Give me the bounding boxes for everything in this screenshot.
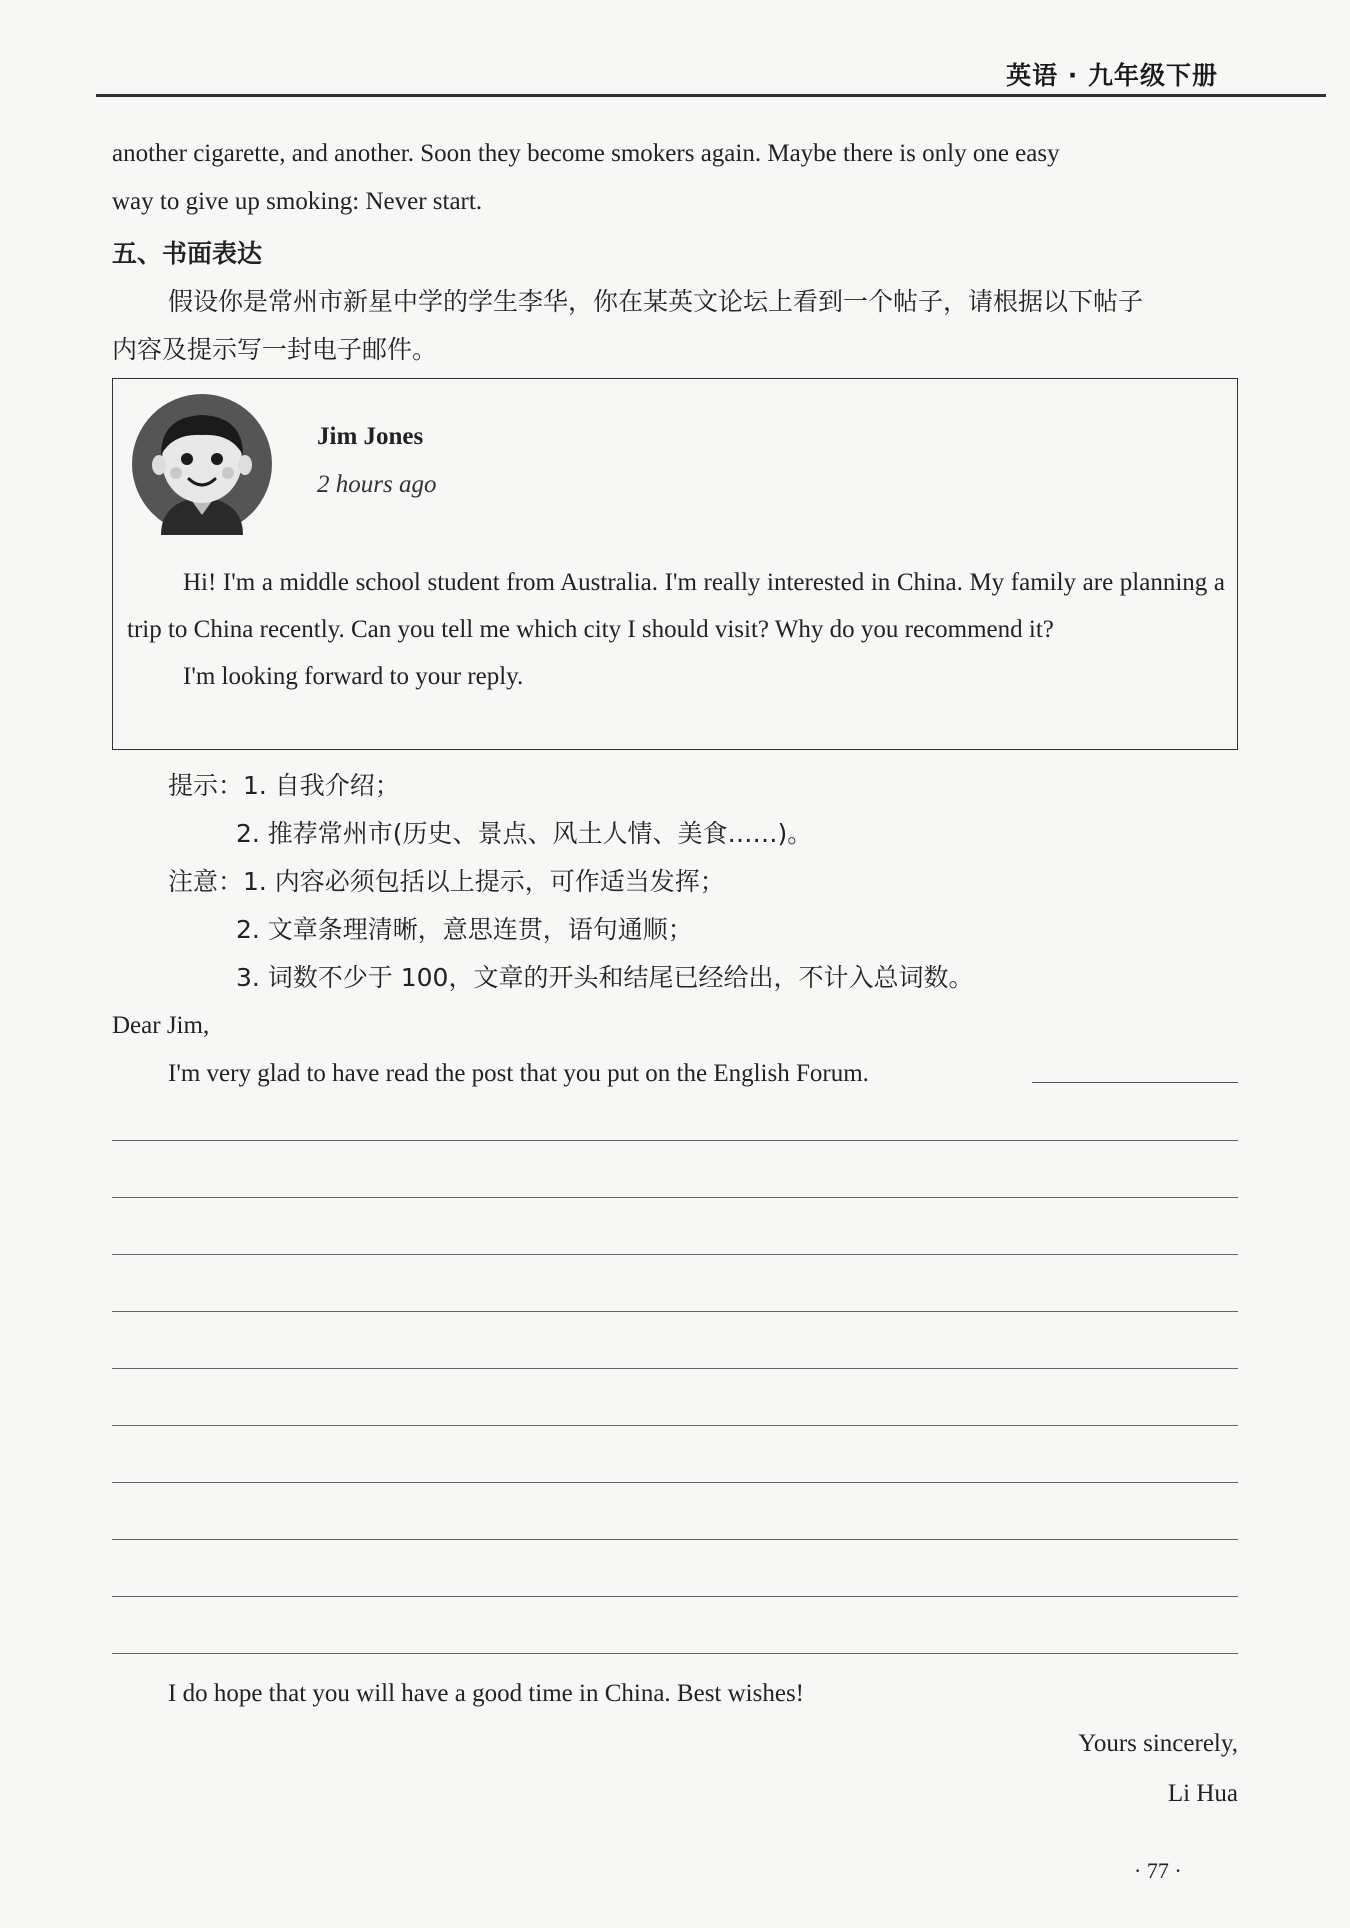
answer-line[interactable]	[112, 1368, 1238, 1369]
task-line-1: 假设你是常州市新星中学的学生李华，你在某英文论坛上看到一个帖子，请根据以下帖子	[168, 287, 1144, 316]
answer-line[interactable]	[112, 1254, 1238, 1255]
forum-post	[112, 378, 1238, 750]
letter-signature: Li Hua	[1167, 1780, 1238, 1807]
post-closing: I'm looking forward to your reply.	[183, 663, 524, 690]
letter-ending: I do hope that you will have a good time in China. Best wishes!	[168, 1680, 805, 1707]
answer-line[interactable]	[112, 1539, 1238, 1540]
header-rule	[96, 94, 1326, 97]
answer-line[interactable]	[1032, 1082, 1238, 1083]
avatar-icon	[131, 393, 273, 535]
answer-line[interactable]	[112, 1425, 1238, 1426]
header-title: 英语 · 九年级下册	[1006, 61, 1218, 90]
note-line-2: 2. 文章条理清晰，意思连贯，语句通顺；	[236, 915, 693, 944]
answer-line[interactable]	[112, 1596, 1238, 1597]
post-time: 2 hours ago	[317, 471, 437, 498]
task-line-2: 内容及提示写一封电子邮件。	[112, 335, 438, 364]
intro-line-1: another cigarette, and another. Soon they become smokers again. Maybe there is only one easy	[112, 140, 1060, 167]
note-line-1: 注意：1. 内容必须包括以上提示，可作适当发挥；	[168, 867, 725, 896]
letter-greeting: Dear Jim,	[112, 1012, 210, 1039]
answer-line[interactable]	[112, 1197, 1238, 1198]
answer-line[interactable]	[112, 1482, 1238, 1483]
answer-line[interactable]	[112, 1653, 1238, 1654]
post-author: Jim Jones	[317, 423, 424, 450]
hint-line-1: 提示：1. 自我介绍；	[168, 771, 400, 800]
page-number: · 77 ·	[1134, 1858, 1182, 1883]
hint-line-2: 2. 推荐常州市(历史、景点、风土人情、美食……)。	[236, 819, 813, 848]
letter-signoff: Yours sincerely,	[1078, 1730, 1238, 1757]
intro-line-2: way to give up smoking: Never start.	[112, 188, 483, 215]
post-message: Hi! I'm a middle school student from Australia. I'm really interested in China. My family are planning a trip to China recently. Can you tell me which city I should visit? Why do you recommend it?	[127, 569, 1225, 643]
answer-line[interactable]	[112, 1311, 1238, 1312]
letter-opening: I'm very glad to have read the post that you put on the English Forum.	[168, 1060, 869, 1087]
answer-line[interactable]	[112, 1140, 1238, 1141]
section-heading: 五、书面表达	[112, 239, 263, 268]
note-line-3: 3. 词数不少于 100，文章的开头和结尾已经给出，不计入总词数。	[236, 963, 974, 992]
post-body	[127, 559, 1225, 700]
